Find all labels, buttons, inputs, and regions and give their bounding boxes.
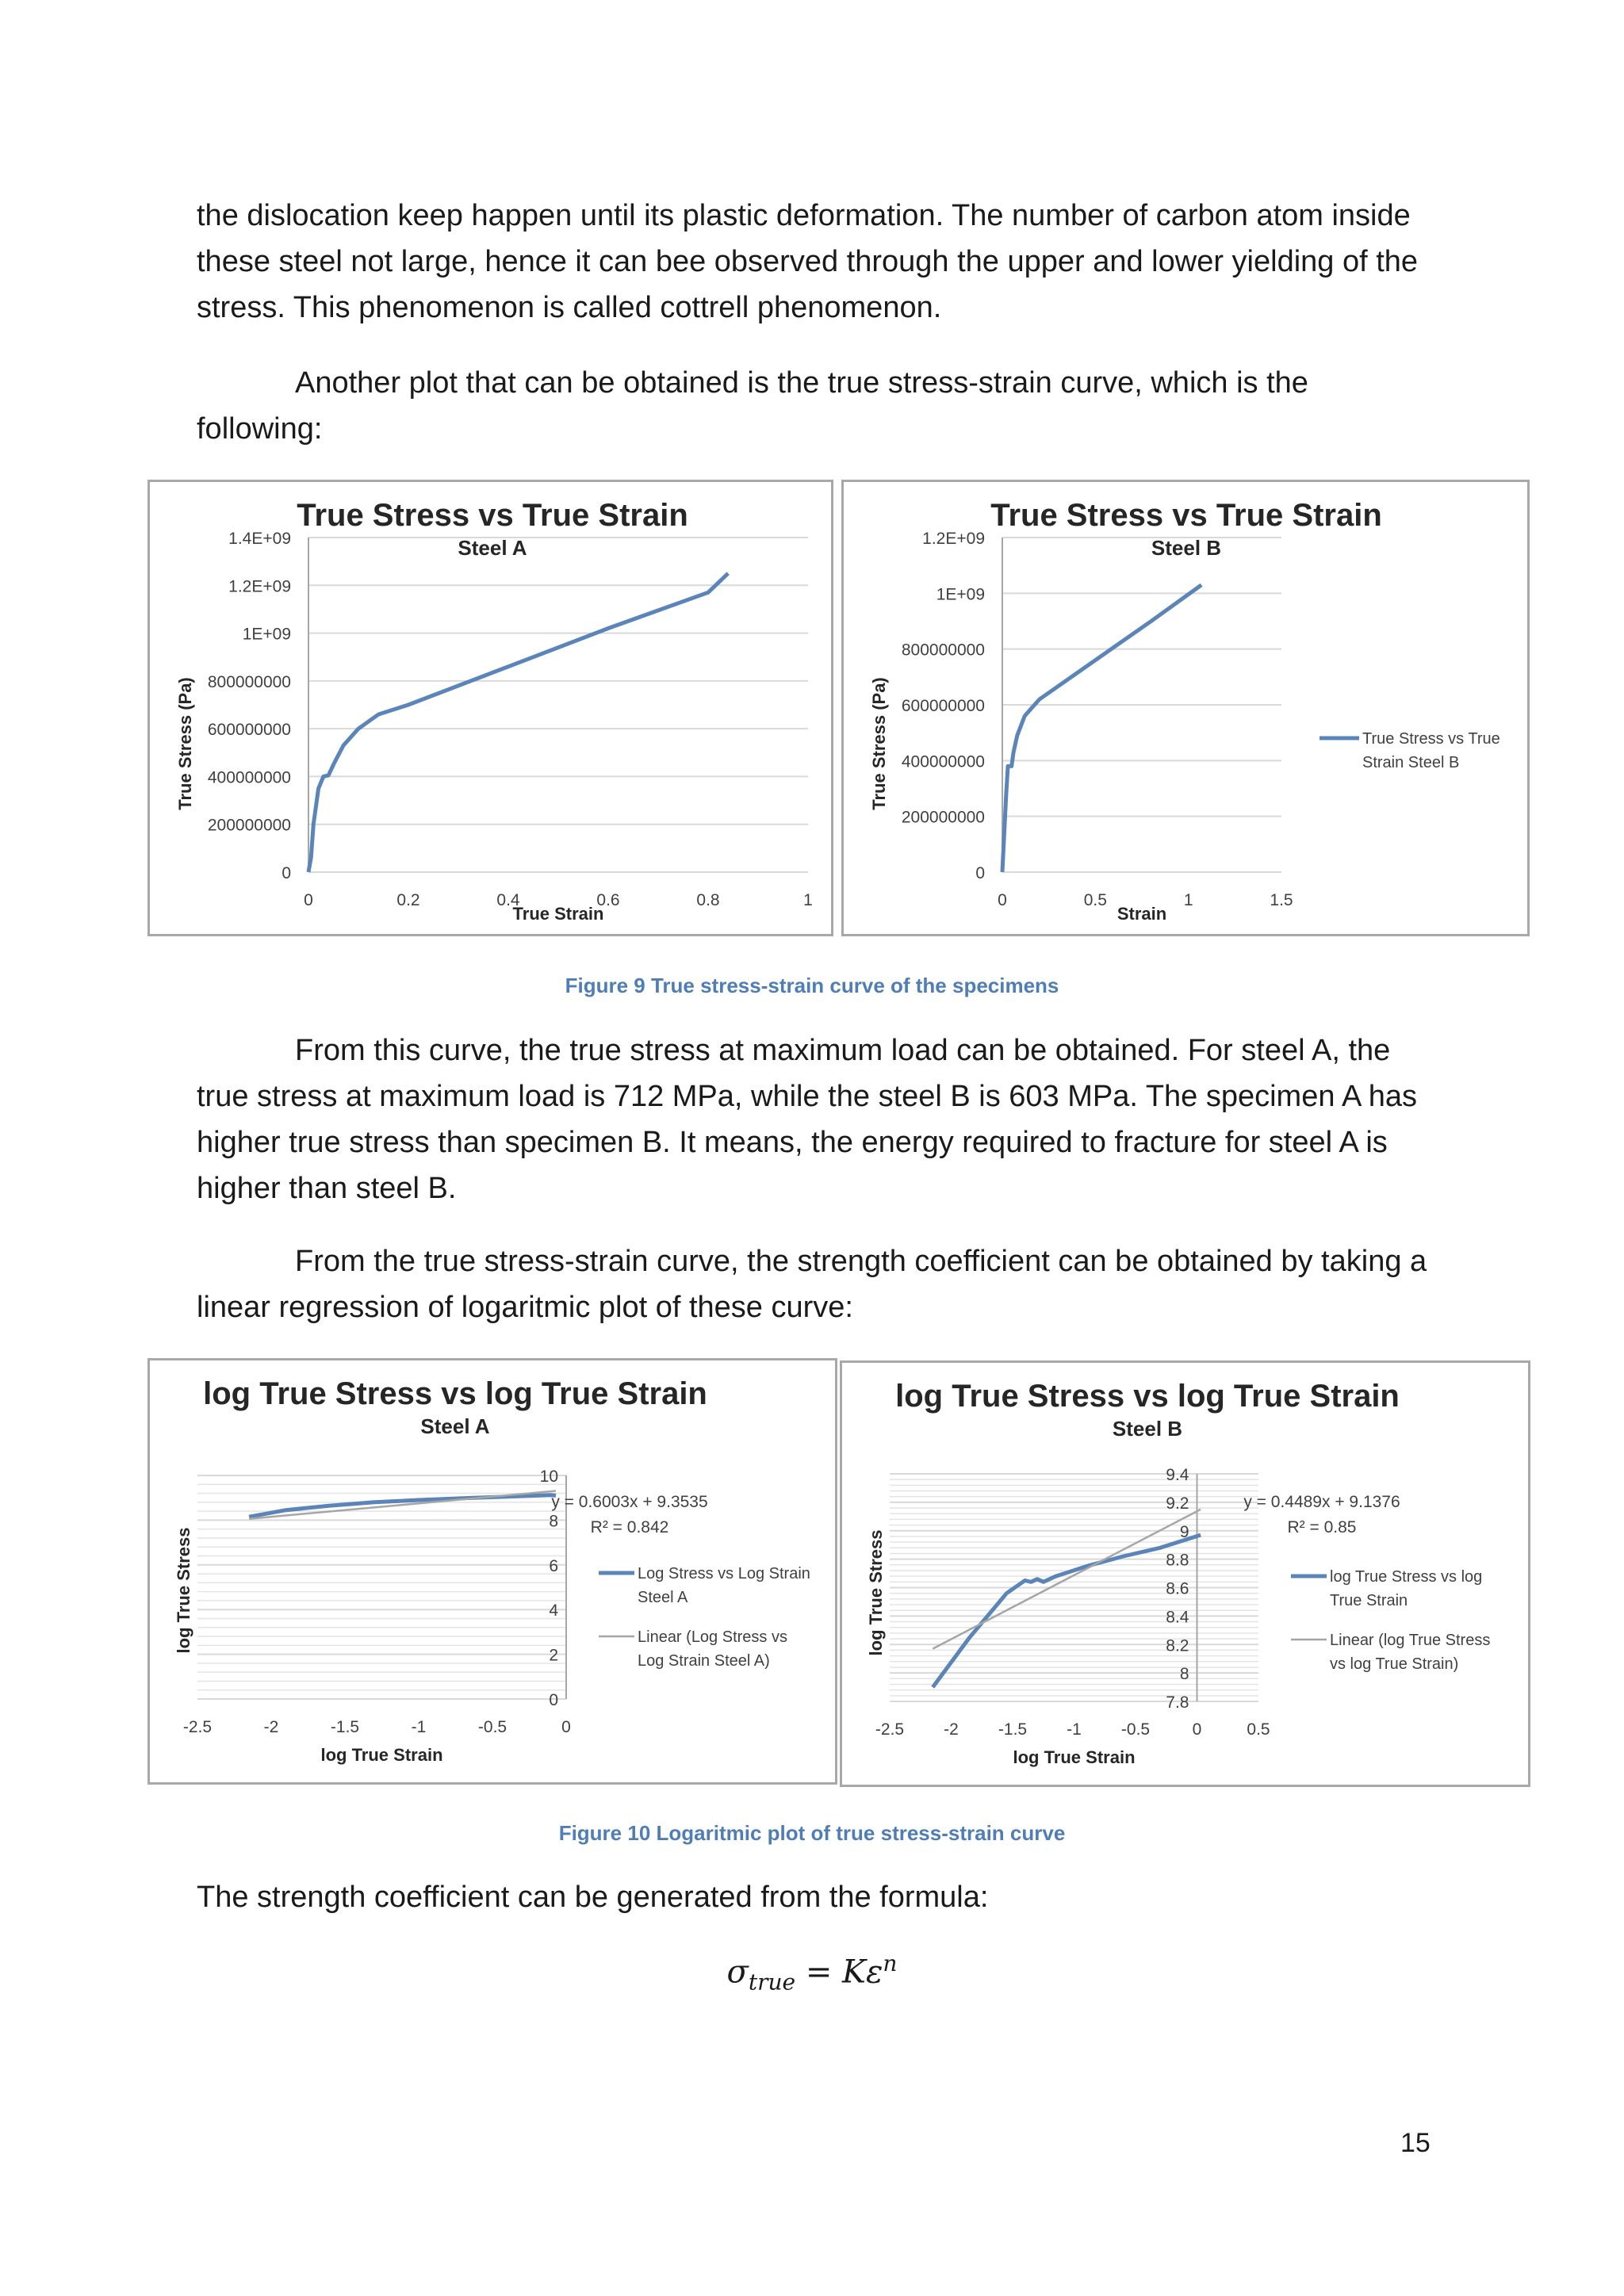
chart-true-stress-steel-a: [147, 480, 833, 936]
paragraph-max-load: From this curve, the true stress at maximum load can be obtained. For steel A, the true stress at maximum load is 712 MPa, while the steel B is 603 MPa. The specimen A has higher true stress than specimen B. It means, the energy required to fracture for steel A is higher than steel B.: [197, 1034, 1418, 1205]
y-tick-label: 1.2E+09: [228, 577, 291, 596]
x-tick-label: -1.5: [330, 1718, 360, 1736]
x-axis-title: Strain: [1116, 904, 1167, 924]
legend-label: Linear (Log Stress vs Log Strain Steel A): [638, 1628, 787, 1670]
legend-label: Log Stress vs Log Strain Steel A: [638, 1565, 810, 1606]
chart-subtitle: Steel B: [1151, 536, 1222, 560]
formula-rhs: = Kε: [795, 1954, 883, 1991]
y-tick-label: 8.2: [1166, 1636, 1189, 1655]
chart-svg: [842, 1363, 1533, 1789]
formula-subscript: true: [748, 1969, 796, 1996]
y-tick-label: 1.2E+09: [922, 530, 985, 548]
x-tick-label: 1.5: [1270, 891, 1293, 909]
data-series-line: [308, 573, 728, 872]
figure-9-caption: Figure 9 True stress-strain curve of the specimens: [565, 974, 1059, 997]
chart-title: log True Stress vs log True Strain: [895, 1379, 1400, 1414]
x-tick-label: -1.5: [998, 1720, 1028, 1739]
chart-true-stress-steel-b: [841, 480, 1530, 936]
x-tick-label: -2.5: [182, 1718, 213, 1736]
x-tick-label: 0: [1192, 1720, 1202, 1739]
y-tick-label: 6: [549, 1556, 558, 1575]
x-tick-label: 0.2: [396, 891, 420, 909]
legend-label: Linear (log True Stress vs log True Strain): [1330, 1632, 1491, 1673]
y-axis-title: log True Stress: [174, 1527, 193, 1654]
x-tick-label: -0.5: [1120, 1720, 1151, 1739]
y-tick-label: 8.4: [1166, 1608, 1189, 1627]
chart-svg: [150, 482, 836, 939]
y-tick-label: 600000000: [901, 697, 985, 715]
y-tick-label: 2: [549, 1646, 558, 1665]
x-axis-title: log True Strain: [320, 1745, 443, 1765]
x-tick-label: -1: [1067, 1720, 1082, 1739]
x-tick-label: 0.5: [1247, 1720, 1270, 1739]
x-tick-label: 0.5: [1083, 891, 1107, 909]
x-tick-label: 0.6: [596, 891, 620, 909]
legend-label: True Stress vs True Strain Steel B: [1362, 730, 1500, 771]
x-tick-label: 0.4: [496, 891, 520, 909]
x-tick-label: 0.8: [696, 891, 720, 909]
y-tick-label: 600000000: [207, 721, 291, 740]
page-number: 15: [1400, 2128, 1431, 2158]
y-tick-label: 400000000: [901, 752, 985, 771]
x-tick-label: 1: [1183, 891, 1193, 909]
y-tick-label: 0: [975, 864, 985, 882]
x-tick-label: 1: [803, 891, 813, 909]
x-tick-label: -2: [944, 1720, 959, 1739]
paragraph-intro-true-curve: Another plot that can be obtained is the true stress-strain curve, which is the following:: [197, 366, 1308, 446]
y-tick-label: 200000000: [207, 816, 291, 835]
chart-title: True Stress vs True Strain: [990, 498, 1382, 533]
chart-subtitle: Steel A: [458, 536, 527, 560]
legend-label: log True Stress vs log True Strain: [1330, 1568, 1483, 1609]
x-tick-label: -2.5: [875, 1720, 905, 1739]
data-series-line: [1002, 585, 1201, 872]
figure-10-caption: Figure 10 Logaritmic plot of true stress-strain curve: [558, 1821, 1066, 1845]
chart-log-steel-b: [840, 1360, 1530, 1787]
data-series-line: [249, 1495, 556, 1517]
x-tick-label: 0: [304, 891, 313, 909]
paragraph-formula-intro: The strength coefficient can be generated from the formula:: [197, 1881, 989, 1914]
y-tick-label: 9.2: [1166, 1494, 1189, 1513]
regression-equation: y = 0.4489x + 9.1376: [1243, 1493, 1400, 1511]
formula-exponent: n: [883, 1950, 898, 1976]
y-axis-title: True Stress (Pa): [869, 677, 889, 810]
paragraph-regression: From the true stress-strain curve, the strength coefficient can be obtained by taking a linear regression of logaritmic plot of these curve:: [197, 1245, 1427, 1324]
y-tick-label: 8.6: [1166, 1579, 1189, 1598]
y-tick-label: 1E+09: [242, 625, 291, 644]
x-tick-label: 0: [561, 1718, 571, 1736]
chart-svg: [150, 1360, 840, 1787]
chart-subtitle: Steel B: [1112, 1417, 1183, 1441]
paragraph-cottrell: the dislocation keep happen until its plastic deformation. The number of carbon atom inside these steel not large, hence it can bee observed through the upper and lower yielding of the stress. This phenomenon is called cottrell phenomenon.: [197, 199, 1419, 324]
y-tick-label: 0: [282, 864, 291, 882]
y-tick-label: 800000000: [207, 672, 291, 691]
y-tick-label: 8: [549, 1512, 558, 1531]
x-tick-label: -2: [263, 1718, 279, 1736]
chart-log-steel-a: [147, 1358, 837, 1785]
y-tick-label: 4: [549, 1601, 558, 1621]
chart-title: True Stress vs True Strain: [297, 498, 688, 533]
x-axis-title: log True Strain: [1013, 1747, 1136, 1767]
y-tick-label: 200000000: [901, 808, 985, 827]
y-tick-label: 800000000: [901, 641, 985, 660]
y-axis-title: True Stress (Pa): [175, 677, 195, 810]
r-squared-label: R² = 0.85: [1287, 1518, 1357, 1536]
formula-sigma: σ: [726, 1954, 749, 1991]
y-tick-label: 9: [1179, 1522, 1189, 1541]
chart-svg: [844, 482, 1532, 939]
regression-equation: y = 0.6003x + 9.3535: [551, 1493, 708, 1511]
x-tick-label: -0.5: [477, 1718, 508, 1736]
y-tick-label: 8.8: [1166, 1551, 1189, 1570]
y-axis-title: log True Stress: [866, 1529, 886, 1656]
trendline: [249, 1491, 556, 1519]
x-tick-label: -1: [411, 1718, 427, 1736]
r-squared-label: R² = 0.842: [590, 1518, 669, 1536]
y-tick-label: 1.4E+09: [228, 530, 291, 548]
x-axis-title: True Strain: [512, 904, 604, 924]
data-series-line: [933, 1535, 1201, 1687]
chart-title: log True Stress vs log True Strain: [203, 1376, 707, 1411]
y-tick-label: 10: [539, 1468, 558, 1486]
y-tick-label: 1E+09: [936, 585, 985, 604]
chart-subtitle: Steel A: [420, 1414, 490, 1438]
y-tick-label: 0: [549, 1691, 558, 1709]
y-tick-label: 400000000: [207, 768, 291, 787]
x-tick-label: 0: [998, 891, 1007, 909]
y-tick-label: 7.8: [1166, 1693, 1189, 1712]
y-tick-label: 8: [1179, 1665, 1189, 1684]
y-tick-label: 9.4: [1166, 1466, 1189, 1484]
strength-formula: [0, 1950, 1624, 1995]
